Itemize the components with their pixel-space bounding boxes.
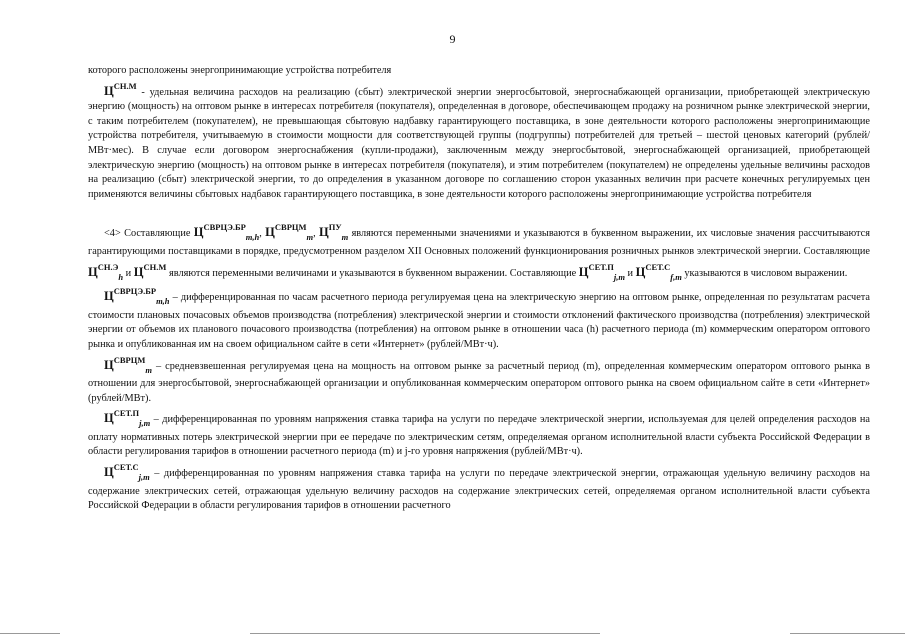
formula-symbol: $Ц^{СЕТ.П}_{j,m}$ bbox=[104, 408, 151, 429]
page-body bbox=[88, 64, 870, 514]
formula-symbol: $Ц^{СВРЦМ}_m$ bbox=[265, 222, 314, 243]
formula-symbol: $Ц^{СН.М}$ bbox=[133, 261, 167, 279]
definition-set-s: $Ц^{СЕТ.С}_{j,m}$ – дифференцированная по уровням напряжения ставка тарифа на услуги по передаче электрической энергии, отражающая удельную величину расходов на содержание электрических сетей, отражающая удельную величину расходов на содержание электрических сетей, определяемая органом исполнительной власти субъекта Российской Федерации в области регулирования тарифов в отношении расчетного bbox=[88, 462, 870, 512]
formula-symbol: $Ц^{СЕТ.С}_{f,m}$ bbox=[635, 261, 682, 282]
definition-csn-m: $Ц^{СН.М}$ - удельная величина расходов на реализацию (сбыт) электрической энергии энергосбытовой, энергоснабжающей организации, приобретающей электрическую энергию (мощность) на оптовом рынке в интересах потребителя (покупателя), определенная в договоре, обеспечивающем продажу на розничном рынке электрической энергии, с таким потребителем (покупателем), не превышающая сбытовую надбавку гарантирующего поставщика, в зоне деятельности которого расположены энергопринимающие устройства потребителя, учитываемую в стоимости мощности для соответствующей группы (подгруппы) потребителей для третьей – шестой ценовых категорий (рублей/МВт·мес). В случае если договором энергоснабжения (купли-продажи), заключенным между энергосбытовой, энергоснабжающей организацией, приобретающей электрическую энергию (мощность) на оптовом рынке в интересах потребителя (покупателя), и этим потребителем (покупателем) не определены удельные величины расходов на реализацию (сбыт) электрической энергии, то до определения в указанном договоре по соглашению сторон указанных величин при расчете конечных регулируемых цен применяются величины сбытовых надбавок гарантирующего поставщика, в зоне деятельности которого расположены энергопринимающие устройства потребителя bbox=[88, 80, 870, 200]
footnote-4: <4> Составляющие $Ц^{СВРЦЭ.БР}_{m,h}$, $Ц^{СВРЦМ}_m$, $Ц^{ПУ}_m$ являются переменными значениями и указываются в буквенном выражении, их числовые значения рассчитываются гарантирующими поставщиками в порядке, предусмотренном разделом XII Основных положений функционирования розничных рынков электрической энергии. Составляющие $Ц^{СН.Э}_h$ и $Ц^{СН.М}$ являются переменными величинами и указываются в буквенном выражении. Составляющие $Ц^{СЕТ.П}_{j,m}$ и $Ц^{СЕТ.С}_{f,m}$ указываются в числовом выражении. bbox=[88, 222, 870, 282]
formula-symbol: $Ц^{СВРЦЭ.БР}_{m,h}$ bbox=[193, 222, 260, 243]
formula-symbol: $Ц^{СВРЦЭ.БР}_{m,h}$ bbox=[104, 286, 170, 307]
bottom-rule-left bbox=[0, 633, 60, 634]
formula-symbol: $Ц^{СН.М}$ bbox=[104, 80, 137, 98]
formula-symbol: $Ц^{СВРЦМ}_m$ bbox=[104, 354, 152, 375]
definition-svrcm: $Ц^{СВРЦМ}_m$ – средневзвешенная регулируемая цена на мощность на оптовом рынке за расчетный период (m), определенная коммерческим оператором оптового рынка в отношении для энергосбытовой, энергоснабжающей организации и опубликованная коммерческим оператором оптового рынка на своем официальном сайте в сети «Интернет» (рублей/МВт). bbox=[88, 354, 870, 404]
formula-symbol: $Ц^{СЕТ.С}_{j,m}$ bbox=[104, 462, 150, 483]
definition-svrce-br: $Ц^{СВРЦЭ.БР}_{m,h}$ – дифференцированная по часам расчетного периода регулируемая цена на электрическую энергию на оптовом рынке, определенная по результатам расчета стоимости плановых почасовых объемов производства (потребления) электрической энергии и стоимости отклонений фактического производства (потребления) электрической энергии от объемов их планового почасового производства (потребления) на оптовом рынке в отношении часа (h) расчетного периода (m) коммерческим оператором оптового рынка и опубликованная им на своем официальном сайте в сети «Интернет» (рублей/МВт·ч). bbox=[88, 286, 870, 350]
paragraph-continuation: которого расположены энергопринимающие устройства потребителя bbox=[88, 65, 392, 76]
bottom-rule-center bbox=[250, 633, 600, 634]
definition-set-p: $Ц^{СЕТ.П}_{j,m}$ – дифференцированная по уровням напряжения ставка тарифа на услуги по передаче электрической энергии, используемая для целей определения расходов на оплату нормативных потерь электрической энергии при ее передаче по электрическим сетям, определяемая органом исполнительной власти субъекта Российской Федерации в области регулирования тарифов в отношении расчетного периода (m) и j-го уровня напряжения (рублей/МВт·ч). bbox=[88, 408, 870, 458]
formula-symbol: $Ц^{СЕТ.П}_{j,m}$ bbox=[578, 261, 625, 282]
bottom-rule-right bbox=[790, 633, 905, 634]
formula-symbol: $Ц^{ПУ}_m$ bbox=[319, 222, 349, 243]
page-number: 9 bbox=[449, 32, 456, 46]
formula-symbol: $Ц^{СН.Э}_h$ bbox=[88, 261, 124, 282]
